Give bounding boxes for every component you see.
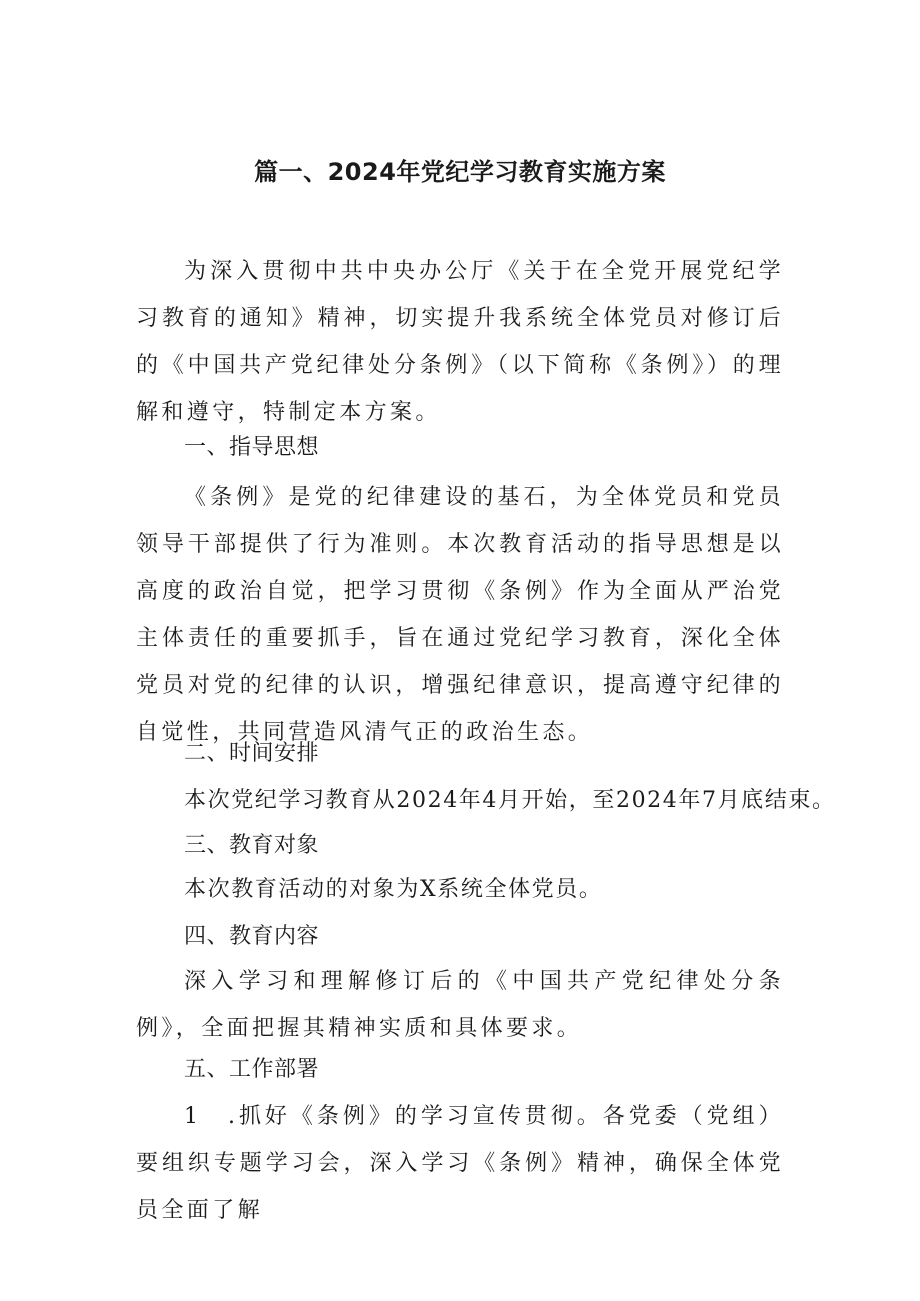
section-heading-audience: 三、教育对象 bbox=[184, 833, 320, 858]
section-body-guiding-ideology: 《条例》是党的纪律建设的基石，为全体党员和党员领导干部提供了行为准则。本次教育活动的指导思想是以高度的政治自觉，把学习贯彻《条例》作为全面从严治党主体责任的重要抓手，旨在通过党纪学习教育，深化全体党员对党的纪律的认识，增强纪律意识，提高遵守纪律的自觉性，共同营造风清气正的政治生态。 bbox=[136, 485, 784, 745]
section-heading-content: 四、教育内容 bbox=[184, 924, 320, 949]
section-heading-deployment: 五、工作部署 bbox=[184, 1057, 320, 1082]
intro-paragraph: 为深入贯彻中共中央办公厅《关于在全党开展党纪学习教育的通知》精神，切实提升我系统全体党员对修订后的《中国共产党纪律处分条例》（以下简称《条例》）的理解和遵守，特制定本方案。 bbox=[136, 259, 784, 425]
section-body-deployment: 1 .抓好《条例》的学习宣传贯彻。各党委（党组）要组织专题学习会，深入学习《条例》精神，确保全体党员全面了解 bbox=[136, 1104, 784, 1223]
section-body-audience: 本次教育活动的对象为X系统全体党员。 bbox=[184, 877, 603, 902]
section-body-content: 深入学习和理解修订后的《中国共产党纪律处分条例》，全面把握其精神实质和具体要求。 bbox=[136, 969, 784, 1041]
section-heading-schedule: 二、时间安排 bbox=[184, 741, 320, 766]
document-title: 篇一、2024年党纪学习教育实施方案 bbox=[254, 158, 666, 186]
section-body-schedule: 本次党纪学习教育从2024年4月开始，至2024年7月底结束。 bbox=[184, 788, 836, 813]
section-heading-guiding-ideology: 一、指导思想 bbox=[184, 435, 320, 460]
